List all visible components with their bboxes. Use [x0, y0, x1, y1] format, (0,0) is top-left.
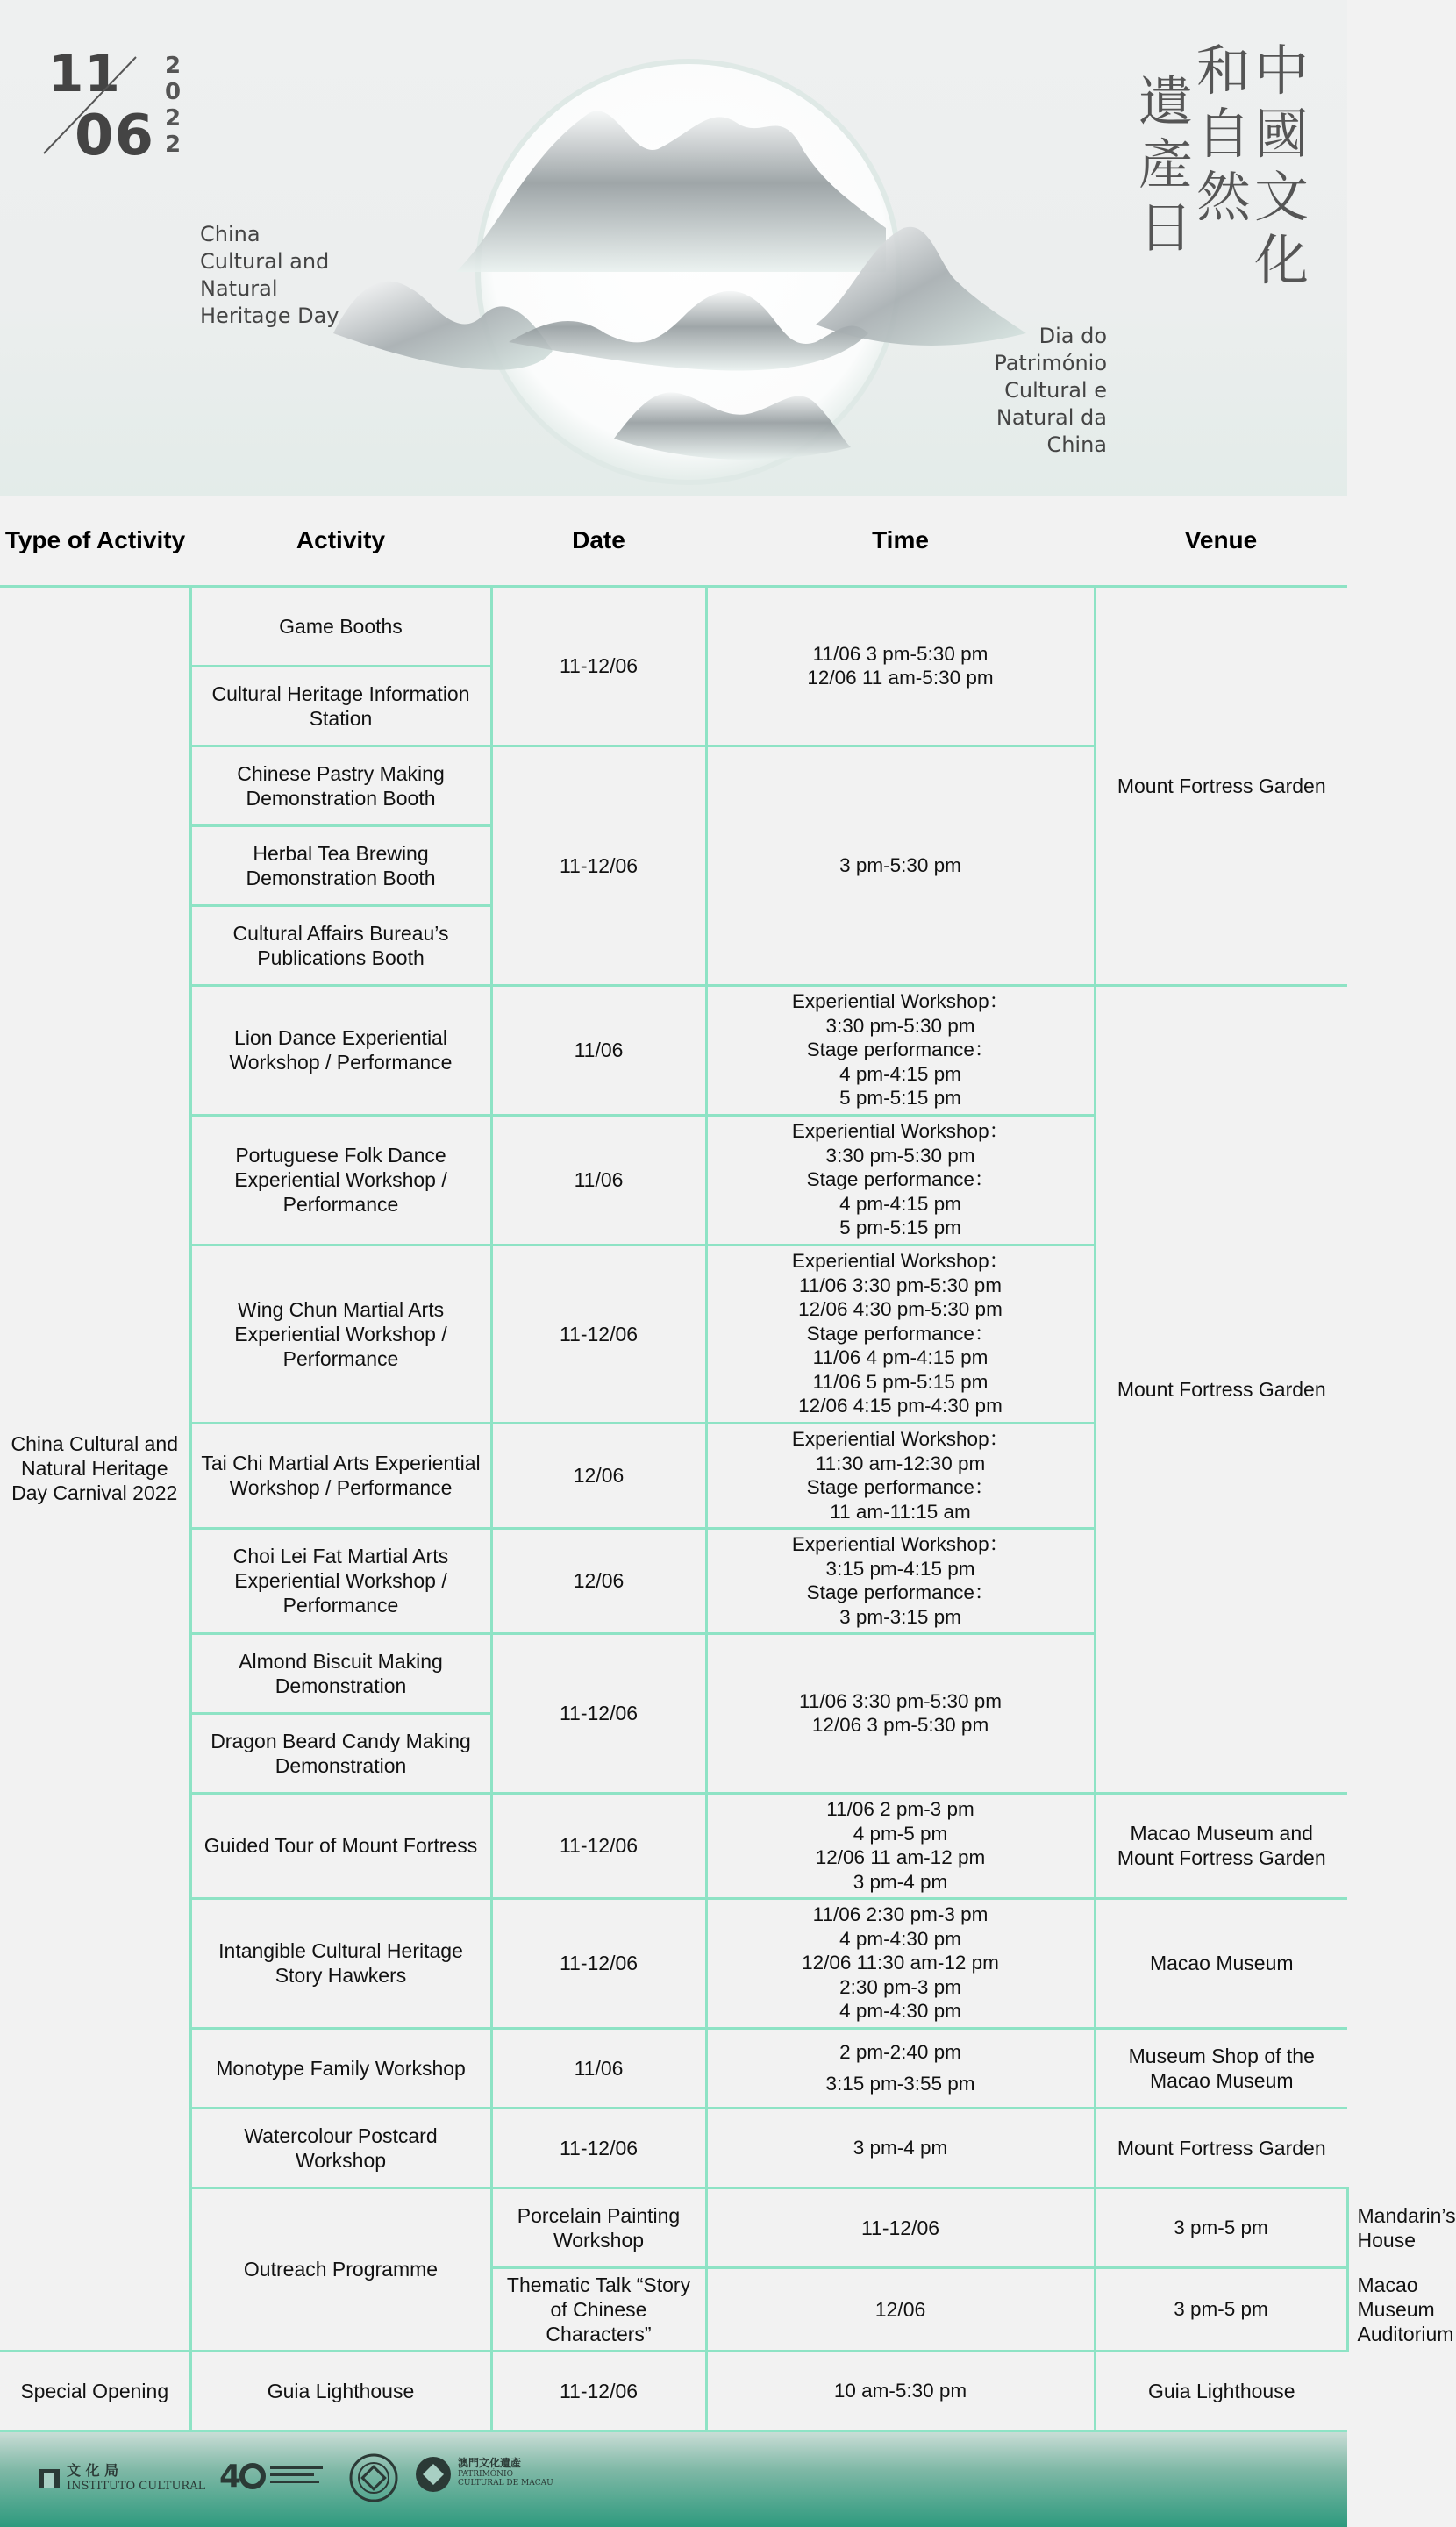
table-row — [0, 985, 1347, 1115]
date-cell: 11-12/06 — [491, 1633, 706, 1793]
time-cell: 3 pm-5:30 pm — [706, 746, 1095, 985]
date-year: 2022 — [164, 53, 182, 158]
column-header-activity: Activity — [190, 496, 491, 586]
activity-cell: Monotype Family Workshop — [190, 2028, 491, 2108]
heritage-emblem-icon — [414, 2455, 453, 2494]
date-cell: 11/06 — [491, 2028, 706, 2108]
date-cell: 11-12/06 — [491, 2351, 706, 2431]
world-heritage-emblem-icon — [347, 2452, 400, 2504]
title-english: China Cultural and Natural Heritage Day — [200, 222, 339, 328]
ccm-chinese-name: 澳門文化遺產 — [458, 2457, 522, 2469]
title-chinese-col1: 中國文化 — [1254, 39, 1310, 292]
title-chinese-col3: 遺產日 — [1138, 69, 1194, 260]
date-cell: 11-12/06 — [491, 1898, 706, 2028]
poster-header — [0, 0, 1347, 496]
activity-cell: Watercolour Postcard Workshop — [190, 2108, 491, 2188]
date-cell: 12/06 — [491, 1528, 706, 1633]
column-header-venue: Venue — [1095, 496, 1347, 586]
column-header-date: Date — [491, 496, 706, 586]
time-cell: 11/06 3:30 pm-5:30 pm 12/06 3 pm-5:30 pm — [706, 1633, 1095, 1793]
ic-chinese-name: 文 化 局 — [67, 2462, 119, 2479]
activity-cell: Cultural Affairs Bureau’s Publications Booth — [190, 905, 491, 985]
column-header-time: Time — [706, 496, 1095, 586]
anniversary-40-logo — [219, 2457, 325, 2494]
date-cell: 11-12/06 — [491, 746, 706, 985]
time-cell: Experiential Workshop： 3:30 pm-5:30 pm Stage performance： 4 pm-4:15 pm 5 pm-5:15 pm — [706, 1115, 1095, 1245]
activity-cell: Guia Lighthouse — [190, 2351, 491, 2431]
time-cell: 3 pm-4 pm — [706, 2108, 1095, 2188]
type-special: Special Opening — [0, 2351, 190, 2431]
table-row: Outreach Programme Porcelain Painting Workshop 11-12/06 3 pm-5 pm Mandarin’s House — [0, 2188, 1347, 2267]
activity-cell: Herbal Tea Brewing Demonstration Booth — [190, 825, 491, 905]
date-month: 06 — [75, 104, 155, 168]
table-row — [0, 1793, 1347, 1898]
svg-text:4: 4 — [219, 2459, 242, 2495]
date-cell: 11-12/06 — [491, 2108, 706, 2188]
table-row: Thematic Talk “Story of Chinese Characters” 12/06 3 pm-5 pm Macao Museum Auditorium — [0, 2267, 1347, 2351]
activity-schedule-table — [0, 496, 1456, 2432]
activity-cell: Guided Tour of Mount Fortress — [190, 1793, 491, 1898]
table-row — [0, 2028, 1347, 2108]
column-header-type: Type of Activity — [0, 496, 190, 586]
activity-cell: Wing Chun Martial Arts Experiential Workshop / Performance — [190, 1245, 491, 1423]
activity-cell: Tai Chi Martial Arts Experiential Workshop / Performance — [190, 1423, 491, 1528]
date-cell: 11/06 — [491, 1115, 706, 1245]
type-outreach: Outreach Programme — [190, 2188, 491, 2351]
activity-cell: Cultural Heritage Information Station — [190, 666, 491, 746]
venue-cell: Guia Lighthouse — [1095, 2351, 1347, 2431]
activity-cell: Almond Biscuit Making Demonstration — [190, 1633, 491, 1713]
time-cell: 10 am-5:30 pm — [706, 2351, 1095, 2431]
time-cell: Experiential Workshop： 11/06 3:30 pm-5:30 pm 12/06 4:30 pm-5:30 pm Stage performance： 11/06 4 pm-4:15 pm 11/06 5 pm-5:15 pm 12/06 4:15 pm-4:30 pm — [706, 1245, 1095, 1423]
date-cell: 11-12/06 — [491, 1793, 706, 1898]
time-cell: 11/06 2 pm-3 pm 4 pm-5 pm 12/06 11 am-12 pm 3 pm-4 pm — [706, 1793, 1095, 1898]
time-cell: 3 pm-5 pm — [1095, 2267, 1347, 2351]
date-cell: 12/06 — [491, 1423, 706, 1528]
table-row — [0, 2108, 1347, 2188]
title-portuguese: Dia do Património Cultural e Natural da China — [994, 324, 1107, 457]
date-cell: 12/06 — [706, 2267, 1095, 2351]
date-day: 11 — [48, 44, 121, 104]
venue-cell: Macao Museum — [1095, 1898, 1347, 2028]
activity-cell: Lion Dance Experiential Workshop / Performance — [190, 985, 491, 1115]
time-cell: 11/06 2:30 pm-3 pm 4 pm-4:30 pm 12/06 11:30 am-12 pm 2:30 pm-3 pm 4 pm-4:30 pm — [706, 1898, 1095, 2028]
date-cell: 11-12/06 — [706, 2188, 1095, 2267]
activity-cell: Portuguese Folk Dance Experiential Workshop / Performance — [190, 1115, 491, 1245]
activity-cell: Thematic Talk “Story of Chinese Characters” — [491, 2267, 706, 2351]
date-cell: 11-12/06 — [491, 1245, 706, 1423]
ic-emblem-icon — [37, 2464, 61, 2490]
ic-english-name: INSTITUTO CULTURAL — [67, 2480, 206, 2493]
footer-logo-bar — [0, 2432, 1347, 2527]
time-cell: Experiential Workshop： 3:30 pm-5:30 pm Stage performance： 4 pm-4:15 pm 5 pm-5:15 pm — [706, 985, 1095, 1115]
venue-cell: Mount Fortress Garden — [1095, 586, 1347, 985]
venue-cell: Museum Shop of the Macao Museum — [1095, 2028, 1347, 2108]
moon-mountain-illustration — [325, 53, 1044, 491]
activity-cell: Intangible Cultural Heritage Story Hawkers — [190, 1898, 491, 2028]
time-cell: Experiential Workshop： 11:30 am-12:30 pm Stage performance： 11 am-11:15 am — [706, 1423, 1095, 1528]
activity-cell: Chinese Pastry Making Demonstration Booth — [190, 746, 491, 825]
table-header-row — [0, 496, 1347, 586]
activity-cell: Choi Lei Fat Martial Arts Experiential Workshop / Performance — [190, 1528, 491, 1633]
activity-cell: Game Booths — [190, 586, 491, 666]
table-row — [0, 1898, 1347, 2028]
date-cell: 11-12/06 — [491, 586, 706, 746]
venue-cell: Mount Fortress Garden — [1095, 985, 1347, 1793]
venue-cell: Macao Museum and Mount Fortress Garden — [1095, 1793, 1347, 1898]
time-cell: Experiential Workshop： 3:15 pm-4:15 pm Stage performance： 3 pm-3:15 pm — [706, 1528, 1095, 1633]
title-chinese-col2: 和自然 — [1196, 39, 1252, 229]
time-cell: 11/06 3 pm-5:30 pm 12/06 11 am-5:30 pm — [706, 586, 1095, 746]
time-cell: 3 pm-5 pm — [1095, 2188, 1347, 2267]
activity-cell: Dragon Beard Candy Making Demonstration — [190, 1713, 491, 1793]
activity-cell: Porcelain Painting Workshop — [491, 2188, 706, 2267]
venue-cell: Mount Fortress Garden — [1095, 2108, 1347, 2188]
type-carnival: China Cultural and Natural Heritage Day Carnival 2022 — [0, 586, 190, 2351]
time-cell: 2 pm-2:40 pm 3:15 pm-3:55 pm — [706, 2028, 1095, 2108]
table-row — [0, 2351, 1347, 2431]
date-cell: 11/06 — [491, 985, 706, 1115]
table-row — [0, 586, 1347, 666]
ccm-portuguese-name: PATRIMÓNIO CULTURAL DE MACAU — [458, 2470, 553, 2488]
